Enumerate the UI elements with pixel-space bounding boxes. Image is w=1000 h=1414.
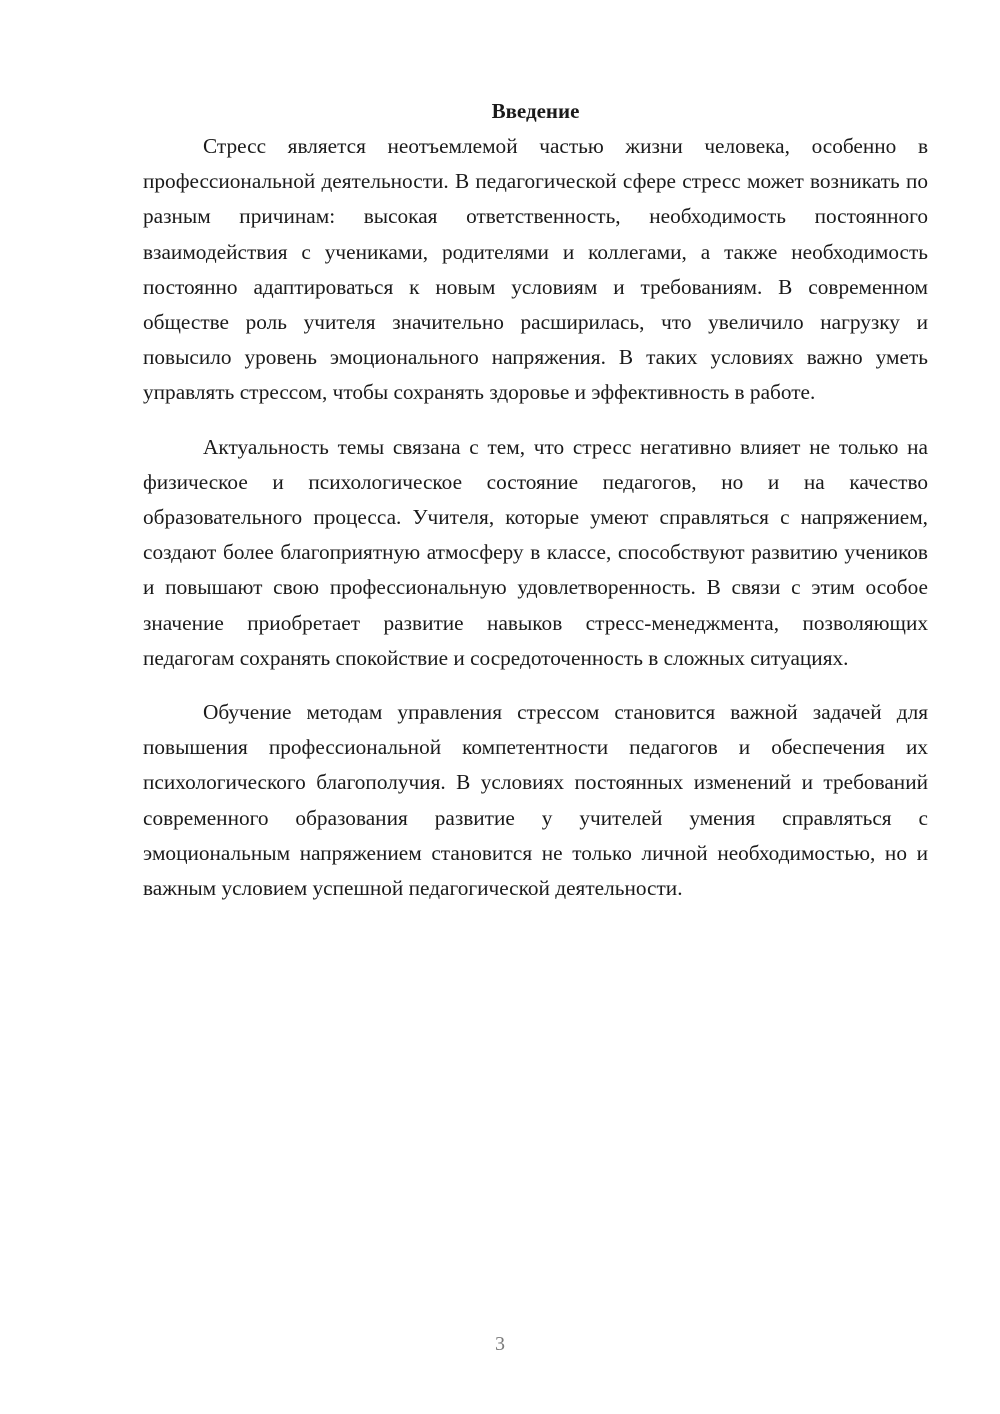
paragraph-2: Актуальность темы связана с тем, что стресс негативно влияет не только на физическое и психологическое состояние педагогов, но и на качество образовательного процесса. Учителя, которые умеют справляться с напряжением, создают более благоприятную атмосферу в классе, способствуют развитию учеников и повышают свою профессиональную удовлетворенность. В связи с этим особое значение приобретает развитие навыков стресс-менеджмента, позволяющих педагогам сохранять спокойствие и сосредоточенность в сложных ситуациях. <box>143 434 928 670</box>
section-title: Введение <box>491 99 580 123</box>
page-content <box>143 94 928 906</box>
paragraph-3: Обучение методам управления стрессом становится важной задачей для повышения профессиональной компетентности педагогов и обеспечения их психологического благополучия. В условиях постоянных изменений и требований современного образования развитие у учителей умения справляться с эмоциональным напряжением становится не только личной необходимостью, но и важным условием успешной педагогической деятельности. <box>143 700 928 901</box>
page-number: 3 <box>495 1333 505 1355</box>
paragraph-1: Стресс является неотъемлемой частью жизни человека, особенно в профессиональной деятельности. В педагогической сфере стресс может возникать по разным причинам: высокая ответственность, необходимость постоянного взаимодействия с учениками, родителями и коллегами, а также необходимость постоянно адаптироваться к новым условиям и требованиям. В современном обществе роль учителя значительно расширилась, что увеличило нагрузку и повысило уровень эмоционального напряжения. В таких условиях важно уметь управлять стрессом, чтобы сохранять здоровье и эффективность в работе. <box>143 134 928 405</box>
